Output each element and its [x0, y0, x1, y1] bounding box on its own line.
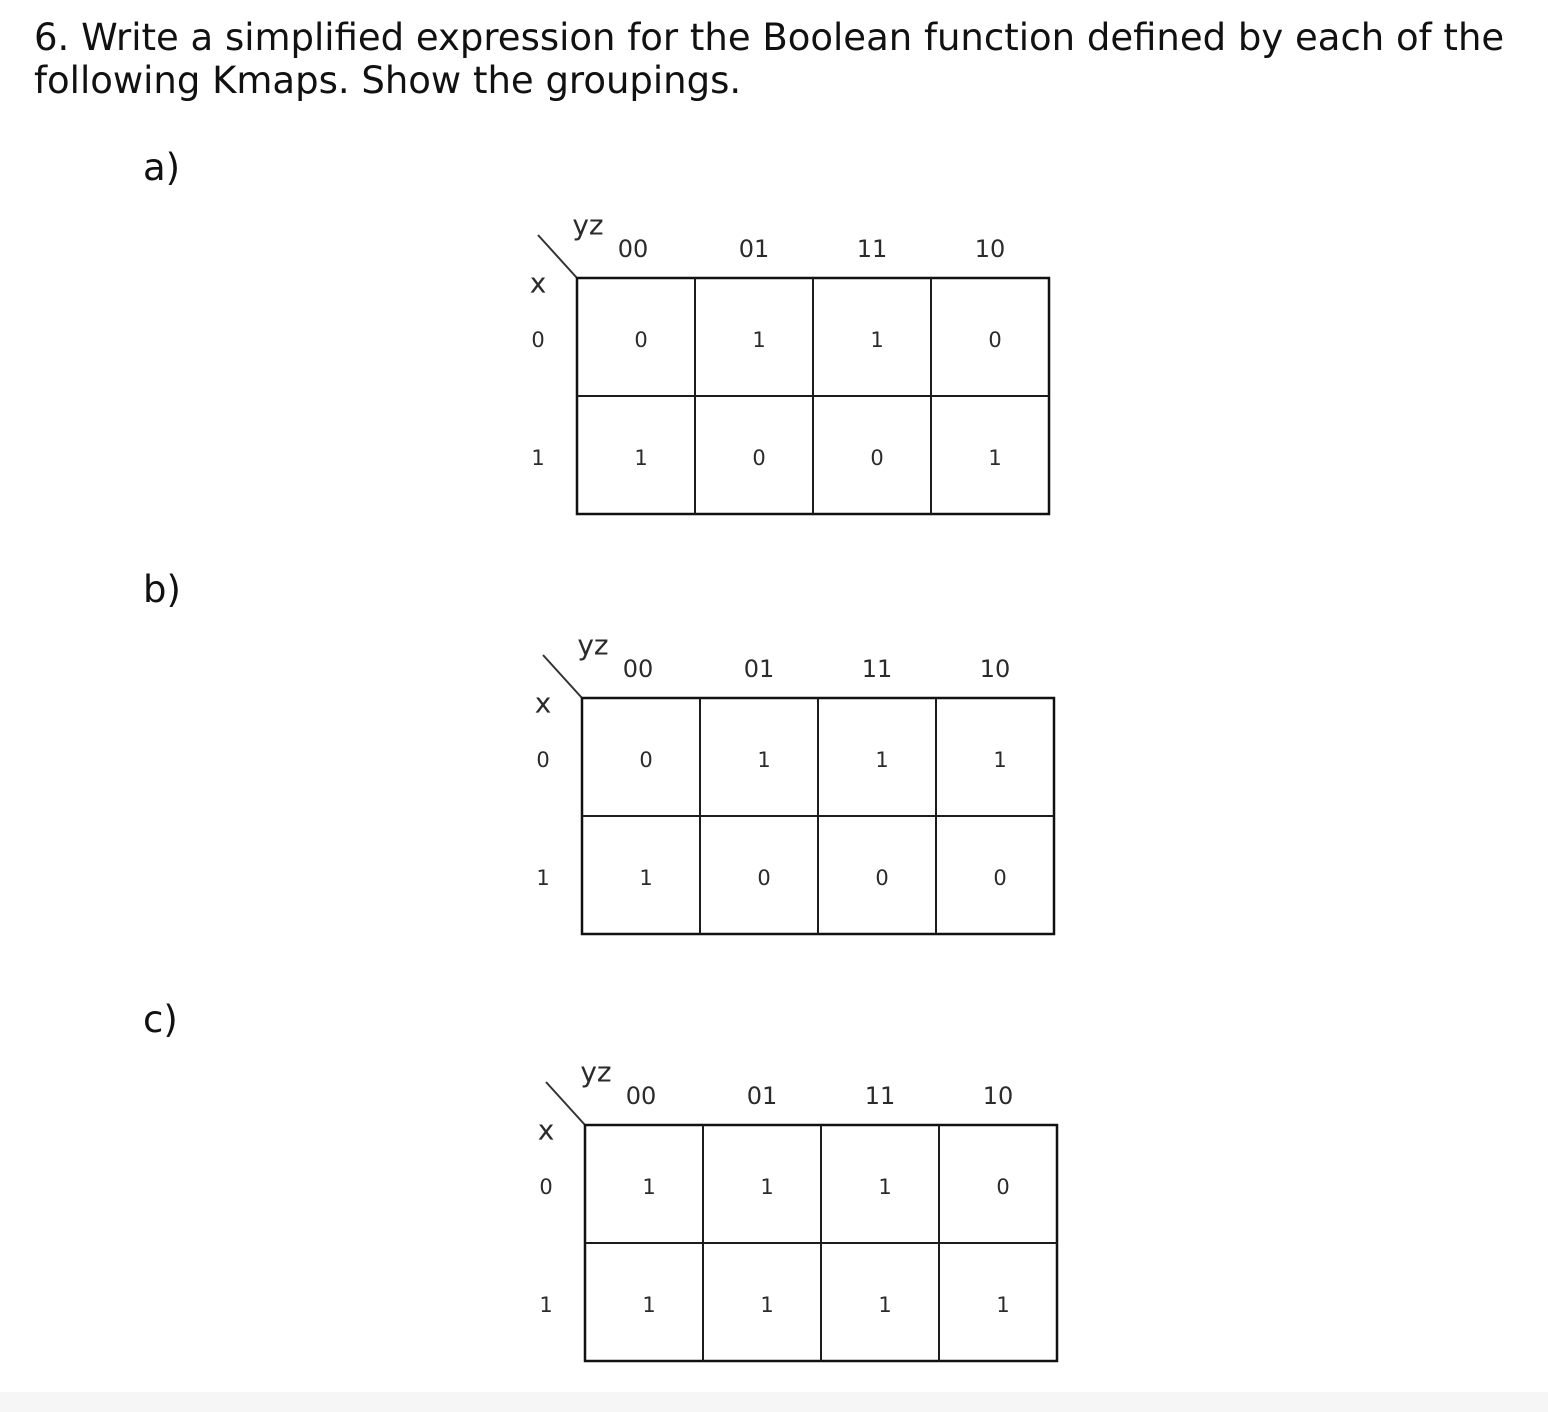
kmap-a-col-header-01: 01: [738, 235, 770, 263]
kmap-a-col-header-11: 11: [856, 235, 888, 263]
kmap-c-row-var: x: [537, 1113, 555, 1147]
kmap-b-cell-0-00: 0: [639, 748, 653, 772]
kmap-a-row-header-1: 1: [531, 446, 545, 470]
kmap-c-cell-1-11: 1: [878, 1293, 892, 1317]
kmap-a-cell-0-10: 0: [988, 328, 1002, 352]
kmap-b-cell-1-00: 1: [639, 866, 653, 890]
kmap-b-row-var: x: [534, 686, 552, 720]
kmap-b-col-header-00: 00: [622, 655, 654, 683]
kmap-b-row-header-0: 0: [536, 748, 550, 772]
kmap-a-row-var: x: [529, 266, 547, 300]
kmap-b: [525, 625, 1065, 949]
kmap-c-col-header-10: 10: [982, 1082, 1014, 1110]
kmap-b-cell-0-10: 1: [993, 748, 1007, 772]
kmap-c: [528, 1052, 1068, 1376]
kmap-c-cell-0-10: 0: [996, 1175, 1010, 1199]
kmap-a-cell-1-00: 1: [634, 446, 648, 470]
kmap-c-col-var: yz: [580, 1055, 612, 1089]
kmap-c-cell-1-01: 1: [760, 1293, 774, 1317]
kmap-c-cell-1-10: 1: [996, 1293, 1010, 1317]
kmap-b-col-header-11: 11: [861, 655, 893, 683]
part-a-label: a): [143, 146, 181, 189]
question-text: 6. Write a simplified expression for the Boolean function defined by each of the following Kmaps. Show the groupings.: [34, 16, 1505, 102]
bottom-edge: [0, 1392, 1548, 1412]
kmap-c-cell-1-00: 1: [642, 1293, 656, 1317]
kmap-a-col-header-00: 00: [617, 235, 649, 263]
kmap-c-row-header-0: 0: [539, 1175, 553, 1199]
kmap-a-cell-1-01: 0: [752, 446, 766, 470]
kmap-b-cell-1-01: 0: [757, 866, 771, 890]
kmap-a-cell-1-10: 1: [988, 446, 1002, 470]
kmap-b-cell-1-11: 0: [875, 866, 889, 890]
kmap-c-col-header-00: 00: [625, 1082, 657, 1110]
kmap-c-svg: [528, 1052, 1068, 1372]
kmap-b-cell-0-11: 1: [875, 748, 889, 772]
kmap-c-cell-0-00: 1: [642, 1175, 656, 1199]
kmap-a-col-header-10: 10: [974, 235, 1006, 263]
kmap-c-cell-0-01: 1: [760, 1175, 774, 1199]
kmap-a-row-header-0: 0: [531, 328, 545, 352]
kmap-c-col-header-11: 11: [864, 1082, 896, 1110]
kmap-b-col-var: yz: [577, 628, 609, 662]
kmap-a: [520, 205, 1060, 529]
kmap-b-col-header-10: 10: [979, 655, 1011, 683]
kmap-c-cell-0-11: 1: [878, 1175, 892, 1199]
kmap-a-cell-0-01: 1: [752, 328, 766, 352]
kmap-a-cell-0-11: 1: [870, 328, 884, 352]
kmap-b-col-header-01: 01: [743, 655, 775, 683]
part-c-label: c): [143, 998, 178, 1041]
kmap-a-svg: [520, 205, 1060, 525]
kmap-b-cell-0-01: 1: [757, 748, 771, 772]
kmap-c-row-header-1: 1: [539, 1293, 553, 1317]
kmap-b-svg: [525, 625, 1065, 945]
kmap-c-col-header-01: 01: [746, 1082, 778, 1110]
kmap-b-row-header-1: 1: [536, 866, 550, 890]
kmap-a-cell-0-00: 0: [634, 328, 648, 352]
kmap-b-cell-1-10: 0: [993, 866, 1007, 890]
kmap-a-cell-1-11: 0: [870, 446, 884, 470]
kmap-a-col-var: yz: [572, 208, 604, 242]
part-b-label: b): [143, 568, 181, 611]
